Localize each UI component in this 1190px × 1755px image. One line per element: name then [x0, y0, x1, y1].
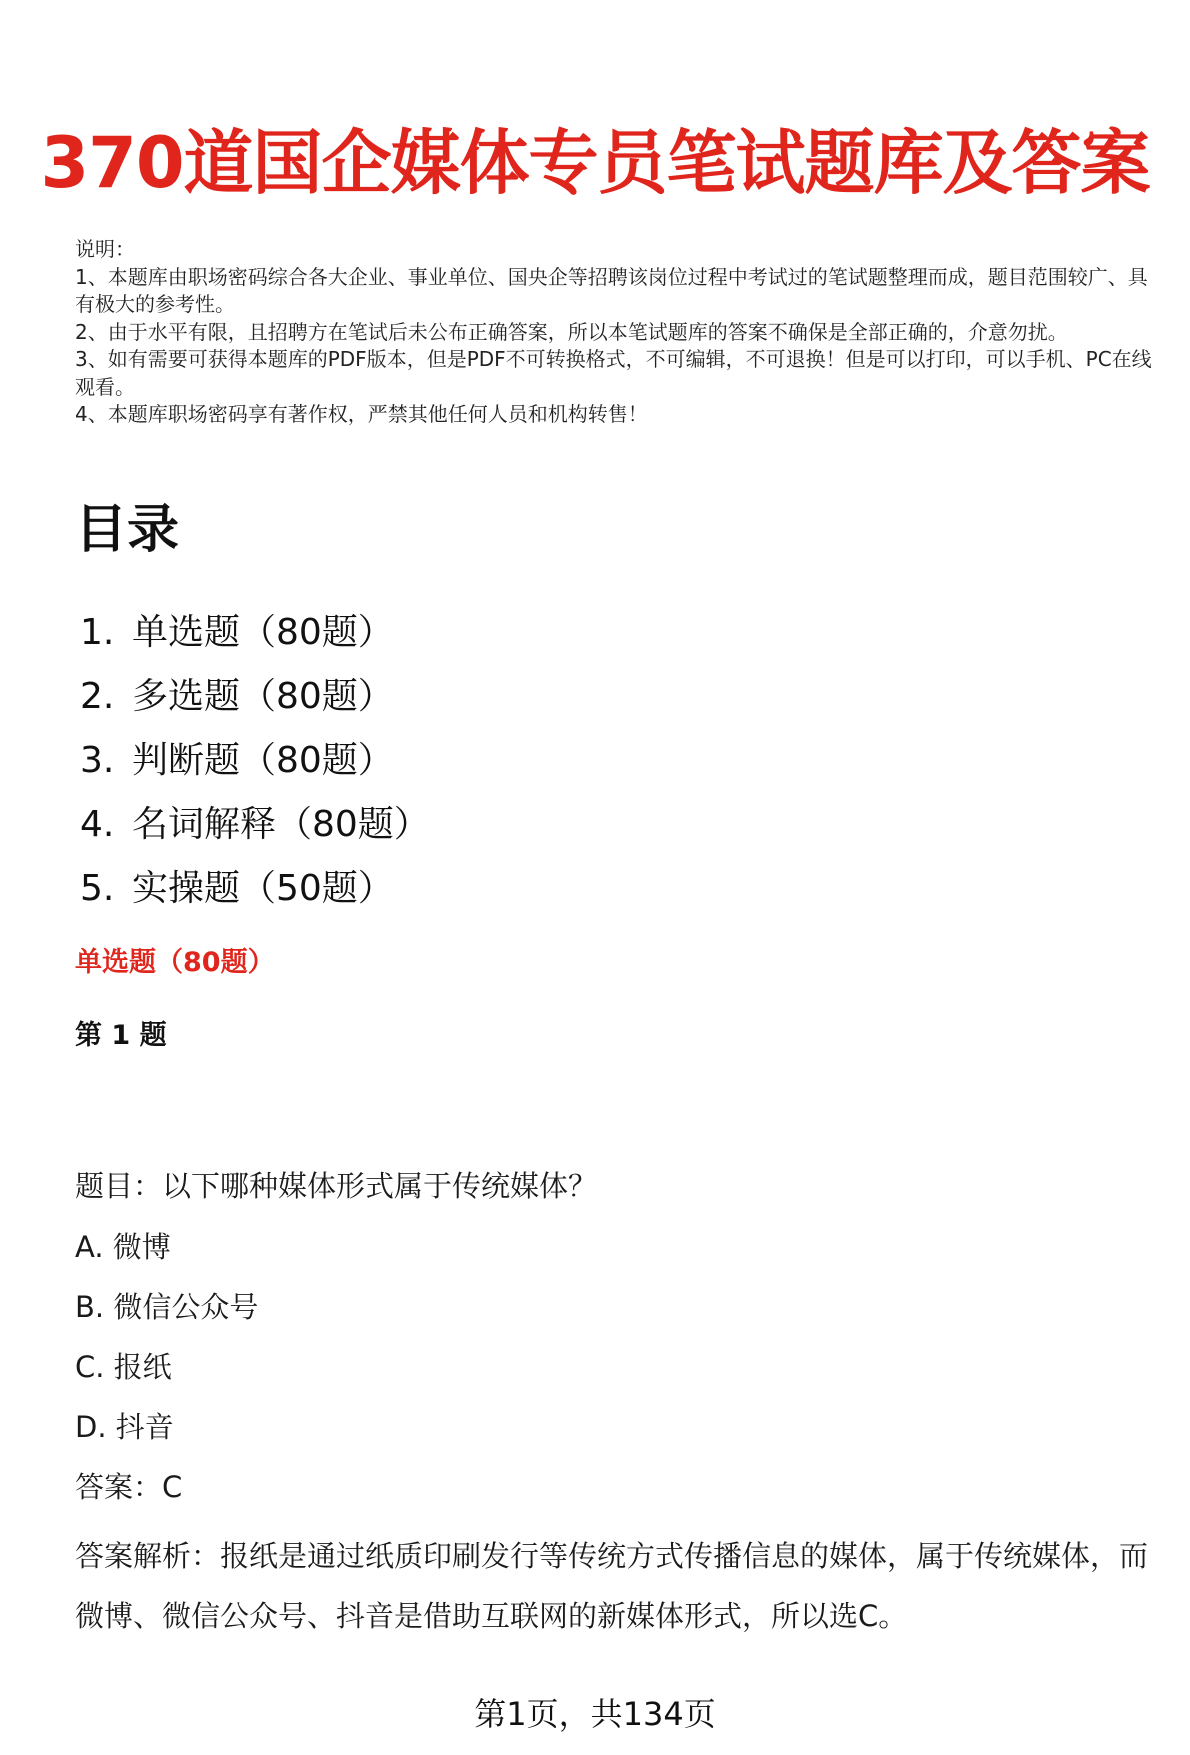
- toc-item[interactable]: [80, 857, 430, 921]
- document-title: 370道国企媒体专员笔试题库及答案: [40, 122, 1150, 204]
- notes-block: [75, 236, 1155, 429]
- toc-heading: 目录: [75, 500, 180, 560]
- note-item: 1、本题库由职场密码综合各大企业、事业单位、国央企等招聘该岗位过程中考试过的笔试题整理而成，题目范围较广、具有极大的参考性。: [75, 264, 1148, 316]
- note-item: 3、如有需要可获得本题库的PDF版本，但是PDF不可转换格式，不可编辑，不可退换！但是可以打印，可以手机、PC在线观看。: [75, 347, 1152, 399]
- toc-item-label: 名词解释（80题）: [132, 804, 430, 845]
- toc-item-number: 3.: [80, 740, 115, 781]
- notes-heading: 说明：: [75, 237, 135, 261]
- note-item: 2、由于水平有限，且招聘方在笔试后未公布正确答案，所以本笔试题库的答案不确保是全部正确的，介意勿扰。: [75, 319, 1068, 344]
- table-of-contents: [80, 601, 430, 921]
- question-stem: 题目：以下哪种媒体形式属于传统媒体？: [75, 1169, 598, 1203]
- answer-text: 答案：C: [75, 1470, 183, 1504]
- option-b: B. 微信公众号: [75, 1290, 259, 1324]
- toc-item-label: 多选题（80题）: [132, 676, 394, 717]
- toc-item-number: 4.: [80, 804, 115, 845]
- toc-item-label: 实操题（50题）: [132, 868, 394, 909]
- toc-item-label: 判断题（80题）: [132, 740, 394, 781]
- page-footer: 第1页，共134页: [474, 1695, 716, 1733]
- toc-item[interactable]: [80, 601, 430, 665]
- option-c: C. 报纸: [75, 1350, 172, 1384]
- toc-item[interactable]: [80, 665, 430, 729]
- toc-item-number: 2.: [80, 676, 115, 717]
- toc-item[interactable]: [80, 729, 430, 793]
- note-item: 4、本题库职场密码享有著作权，严禁其他任何人员和机构转售！: [75, 402, 648, 426]
- question-number: 第 1 题: [75, 1020, 167, 1051]
- toc-item-number: 5.: [80, 868, 115, 909]
- option-d: D. 抖音: [75, 1410, 174, 1444]
- section-title: 单选题（80题）: [75, 947, 275, 978]
- answer-analysis: 答案解析：报纸是通过纸质印刷发行等传统方式传播信息的媒体，属于传统媒体，而微博、微信公众号、抖音是借助互联网的新媒体形式，所以选C。: [75, 1539, 1149, 1633]
- toc-item-label: 单选题（80题）: [132, 612, 394, 653]
- toc-item-number: 1.: [80, 612, 115, 653]
- option-a: A. 微博: [75, 1230, 171, 1264]
- toc-item[interactable]: [80, 793, 430, 857]
